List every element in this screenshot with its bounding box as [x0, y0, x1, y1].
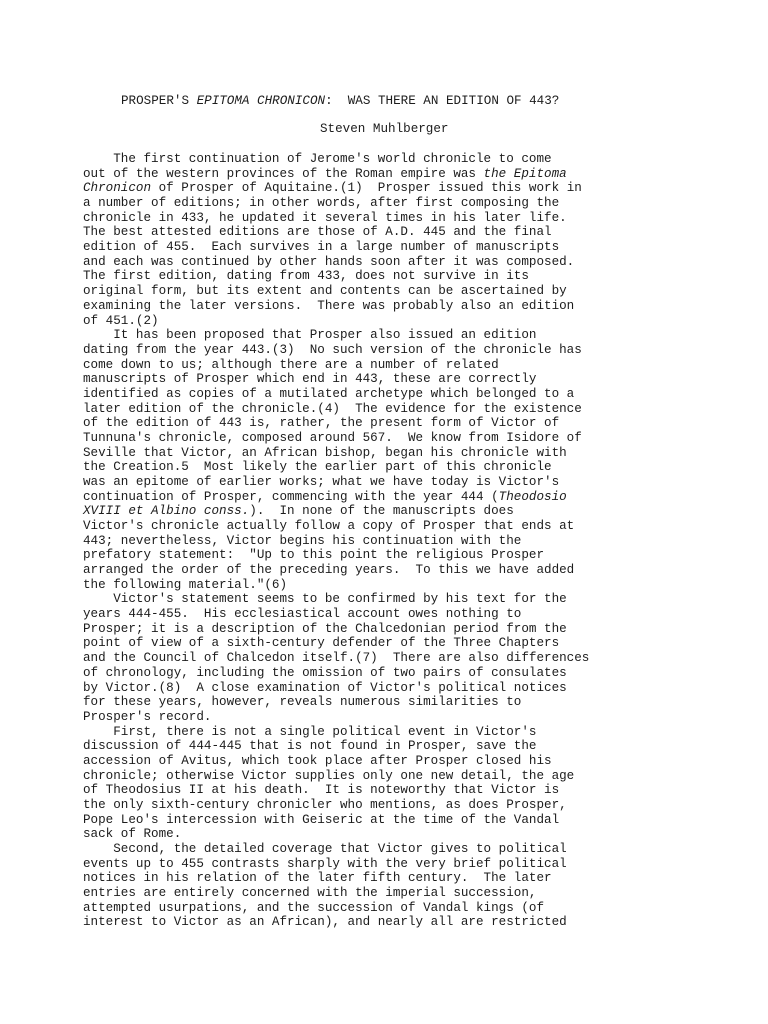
text-run: prefatory statement: "Up to this point the religious Prosper — [83, 548, 545, 563]
text-line — [83, 651, 589, 665]
text-run: entries are entirely concerned with the imperial succession, — [83, 886, 537, 900]
text-run: for these years, however, reveals numerous similarities to — [83, 695, 522, 710]
text-line — [83, 915, 567, 929]
text-line — [83, 534, 521, 548]
text-run: Pope Leo's intercession with Geiseric at the time of the Vandal — [83, 812, 560, 827]
text-line — [83, 269, 529, 283]
text-line — [83, 402, 582, 416]
text-line — [83, 769, 574, 783]
text-run: Seville that Victor, an African bishop, began his chronicle with — [83, 445, 567, 460]
text-line — [83, 710, 211, 724]
text-run: The first edition, dating from 433, does not survive in its — [83, 269, 529, 284]
text-run: and the Council of Chalcedon itself.(7) There are also differences — [83, 651, 590, 666]
text-run: arranged the order of the preceding years. To this we have added — [83, 563, 575, 577]
text-line — [83, 284, 567, 298]
text-run: The best attested editions are those of A.D. 445 and the final — [83, 225, 552, 240]
text-line — [83, 754, 552, 768]
text-line — [83, 857, 567, 871]
text-run: 443; nevertheless, Victor begins his continuation with the — [83, 533, 522, 548]
text-line — [83, 681, 567, 695]
text-line — [83, 519, 574, 533]
text-run: examining the later versions. There was probably also an edition — [83, 298, 575, 313]
text-run: notices in his relation of the later fifth century. The later — [83, 871, 552, 886]
text-run: original form, but its extent and contents can be ascertained by — [83, 284, 567, 299]
text-line — [83, 798, 567, 812]
text-run: chronicle in 433, he updated it several times in his later life. — [83, 210, 567, 225]
text-run: of 451.(2) — [83, 313, 159, 328]
text-run: The first continuation of Jerome's world chronicle to come — [83, 152, 552, 166]
text-run: dating from the year 443.(3) No such version of the chronicle has — [83, 342, 582, 357]
text-run: point of view of a sixth-century defender of the Three Chapters — [83, 636, 560, 651]
text-line — [83, 739, 536, 753]
text-run: attempted usurpations, and the succession of Vandal kings (of — [83, 900, 545, 915]
text-run: First, there is not a single political event in Victor's — [83, 724, 537, 739]
text-line — [83, 152, 552, 166]
text-run: Prosper's record. — [83, 709, 212, 724]
text-line — [83, 460, 552, 474]
text-line — [83, 548, 544, 562]
text-run: of the edition of 443 is, rather, the present form of Victor of — [83, 416, 560, 431]
text-run: sack of Rome. — [83, 827, 182, 842]
text-run: come down to us; although there are a number of related — [83, 357, 499, 372]
text-run: by Victor.(8) A close examination of Victor's political notices — [83, 680, 567, 695]
text-line — [83, 827, 181, 841]
text-line — [83, 343, 582, 357]
text-line — [83, 181, 582, 195]
text-line — [83, 475, 559, 489]
document-title — [121, 94, 559, 108]
text-line — [83, 504, 514, 518]
text-line — [83, 240, 559, 254]
italic-text: Theodosio — [498, 489, 567, 504]
text-line — [83, 358, 499, 372]
text-line — [83, 578, 287, 592]
text-line — [83, 813, 559, 827]
text-run: continuation of Prosper, commencing with the year 444 ( — [83, 489, 499, 504]
text-run: of Theodosius II at his death. It is noteworthy that Victor is — [83, 783, 560, 798]
text-run: Victor's chronicle actually follow a copy of Prosper that ends at — [83, 519, 575, 533]
italic-text: the Epitoma — [483, 166, 567, 181]
text-run: events up to 455 contrasts sharply with the very brief political — [83, 856, 567, 871]
text-run: ). In none of the manuscripts does — [249, 504, 514, 519]
text-run: identified as copies of a mutilated archetype which belonged to a — [83, 386, 575, 401]
text-line — [83, 225, 552, 239]
text-line — [83, 725, 536, 739]
text-line — [83, 446, 567, 460]
text-line — [83, 886, 536, 900]
text-run: Tunnuna's chronicle, composed around 567. We know from Isidore of — [83, 430, 582, 445]
text-run: interest to Victor as an African), and nearly all are restricted — [83, 915, 567, 930]
text-run: years 444-455. His ecclesiastical account owes nothing to — [83, 607, 522, 622]
text-line — [83, 783, 559, 797]
text-run: of Prosper of Aquitaine.(1) Prosper issued this work in — [151, 181, 582, 196]
text-run: out of the western provinces of the Roman empire was — [83, 166, 484, 181]
text-line — [83, 871, 552, 885]
text-line — [83, 622, 567, 636]
text-run: chronicle; otherwise Victor supplies only one new detail, the age — [83, 768, 575, 783]
text-line — [83, 431, 582, 445]
text-run: Prosper; it is a description of the Chalcedonian period from the — [83, 621, 567, 636]
text-run: edition of 455. Each survives in a large number of manuscripts — [83, 240, 560, 255]
italic-text: Chronicon — [83, 181, 152, 196]
text-line — [83, 490, 567, 504]
text-run: discussion of 444-445 that is not found in Prosper, save the — [83, 739, 537, 754]
text-line — [83, 387, 574, 401]
text-line — [83, 607, 521, 621]
text-line — [83, 299, 574, 313]
text-line — [83, 196, 559, 210]
text-line — [83, 695, 521, 709]
text-line — [83, 901, 544, 915]
text-line — [83, 314, 159, 328]
text-line — [83, 255, 574, 269]
title-prefix: PROSPER'S — [121, 94, 197, 108]
text-line — [83, 666, 567, 680]
text-run: the only sixth-century chronicler who mentions, as does Prosper, — [83, 797, 567, 812]
text-line — [83, 842, 567, 856]
text-line — [83, 372, 536, 386]
text-line — [83, 592, 567, 606]
text-line — [83, 416, 559, 430]
italic-text: XVIII et Albino conss. — [83, 504, 250, 519]
text-line — [83, 636, 559, 650]
text-line — [83, 328, 536, 342]
document-author: Steven Muhlberger — [320, 122, 449, 136]
title-suffix: : WAS THERE AN EDITION OF 443? — [325, 94, 560, 108]
text-run: later edition of the chronicle.(4) The evidence for the existence — [83, 401, 582, 416]
text-line — [83, 563, 574, 577]
title-italic: EPITOMA CHRONICON — [196, 94, 326, 108]
text-run: Second, the detailed coverage that Victor gives to political — [83, 842, 567, 856]
text-line — [83, 167, 567, 181]
text-run: was an epitome of earlier works; what we have today is Victor's — [83, 475, 560, 489]
text-run: manuscripts of Prosper which end in 443, these are correctly — [83, 372, 537, 387]
text-run: the following material."(6) — [83, 577, 288, 592]
text-run: the Creation.5 Most likely the earlier part of this chronicle — [83, 460, 552, 475]
text-run: accession of Avitus, which took place after Prosper closed his — [83, 753, 552, 768]
text-line — [83, 211, 567, 225]
text-run: and each was continued by other hands soon after it was composed. — [83, 254, 575, 269]
text-run: Victor's statement seems to be confirmed by his text for the — [83, 592, 567, 607]
text-run: a number of editions; in other words, after first composing the — [83, 196, 560, 210]
text-run: of chronology, including the omission of two pairs of consulates — [83, 665, 567, 680]
text-run: It has been proposed that Prosper also issued an edition — [83, 328, 537, 343]
